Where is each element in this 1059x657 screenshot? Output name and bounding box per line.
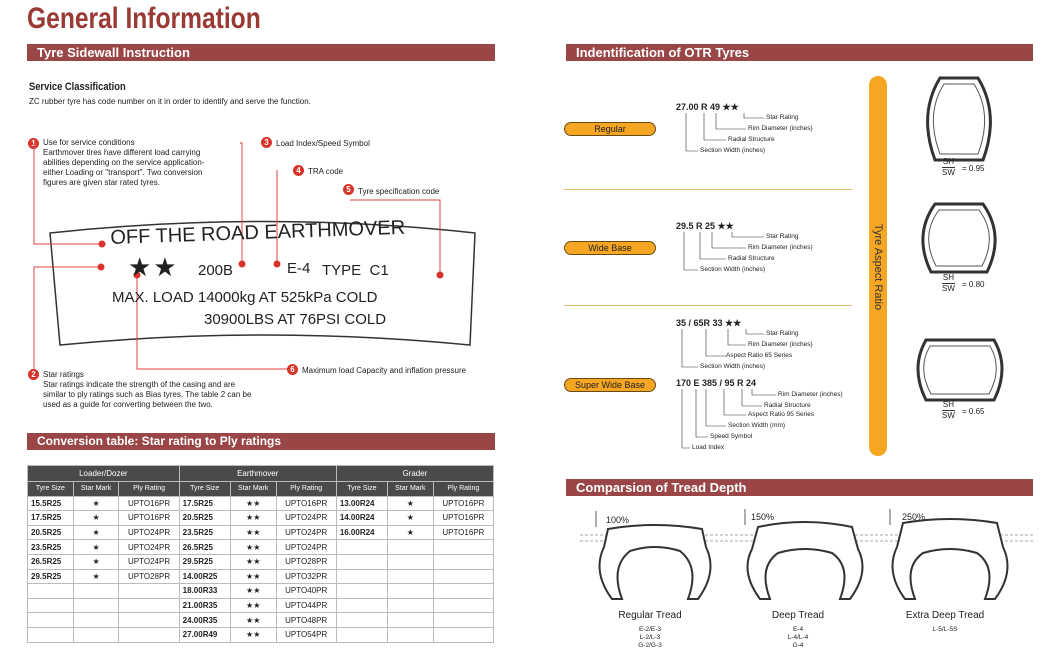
table-cell: 24.00R35 — [179, 613, 230, 628]
table-cell — [433, 554, 493, 569]
tread-label-deep: Deep Tread — [771, 610, 825, 621]
code3-desc-aspect: Aspect Ratio 65 Series — [726, 352, 793, 359]
conversion-table — [27, 465, 494, 643]
sidewall-type: TYPE C1 — [322, 262, 389, 279]
table-row — [28, 554, 494, 569]
table-cell — [433, 613, 493, 628]
table-cell: 23.5R25 — [179, 525, 230, 540]
table-cell: 26.5R25 — [179, 540, 230, 555]
section-bar-tread: Comparsion of Tread Depth — [566, 479, 1033, 496]
code4-desc-width: Section Width (mm) — [728, 422, 786, 429]
code-regular: 27.00 R 49 ★★ — [676, 102, 739, 112]
table-cell: UPTO24PR — [119, 540, 179, 555]
table-cell — [387, 540, 433, 555]
table-cell: ★★ — [230, 540, 276, 555]
section-bar-sidewall: Tyre Sidewall Instruction — [27, 44, 495, 61]
code1-desc-rim: Rim Diameter (inches) — [748, 125, 813, 132]
table-cell — [119, 598, 179, 613]
code3-desc-width: Section Width (inches) — [700, 363, 766, 370]
tyre-profile-065 — [912, 336, 1008, 406]
code4-desc-radial: Radial Structure — [764, 402, 811, 409]
column-header: Ply Rating — [433, 482, 493, 497]
item6-label: Maximum load Capacity and inflation pressure — [302, 366, 467, 375]
table-row — [28, 496, 494, 511]
tread-sub-extra: L-5/L-5S — [932, 626, 958, 633]
table-cell — [28, 613, 74, 628]
table-cell: 15.5R25 — [28, 496, 74, 511]
column-header: Star Mark — [387, 482, 433, 497]
table-row — [28, 569, 494, 584]
table-cell: 13.00R24 — [336, 496, 387, 511]
section-bar-conversion: Conversion table: Star rating to Ply ratings — [27, 433, 495, 450]
table-cell: ★★ — [230, 584, 276, 599]
table-cell — [387, 569, 433, 584]
ratio-value-1: = 0.95 — [962, 164, 985, 173]
table-cell: 20.5R25 — [28, 525, 74, 540]
regular-pill: Regular — [564, 122, 656, 136]
table-cell: UPTO16PR — [433, 525, 493, 540]
table-cell: UPTO24PR — [119, 554, 179, 569]
column-header: Tyre Size — [28, 482, 74, 497]
table-cell: ★★ — [230, 496, 276, 511]
table-cell: UPTO28PR — [276, 554, 336, 569]
tread-sub-deep: E-4 L-4/L-4 G-4 — [787, 626, 809, 649]
table-cell — [336, 613, 387, 628]
aspect-ratio-label: Tyre Aspect Ratio — [872, 223, 884, 311]
group-header: Loader/Dozer — [28, 466, 180, 482]
column-header: Tyre Size — [336, 482, 387, 497]
number-badge-2: 2 — [28, 369, 39, 380]
table-cell: 29.5R25 — [28, 569, 74, 584]
table-row — [28, 511, 494, 526]
table-cell: UPTO54PR — [276, 627, 336, 642]
tread-depth-diagram — [580, 507, 1040, 612]
table-cell: ★★ — [230, 554, 276, 569]
table-cell — [73, 584, 119, 599]
tread-pct-1: 100% — [606, 515, 630, 525]
code-superwide-1: 35 / 65R 33 ★★ — [676, 318, 742, 328]
table-cell: 16.00R24 — [336, 525, 387, 540]
code3-desc-star: Star Rating — [766, 330, 799, 337]
code3-desc-rim: Rim Diameter (inches) — [748, 341, 813, 348]
table-cell — [119, 627, 179, 642]
table-cell: UPTO40PR — [276, 584, 336, 599]
table-cell: UPTO24PR — [276, 540, 336, 555]
code2-desc-radial: Radial Structure — [728, 255, 775, 262]
column-header: Ply Rating — [276, 482, 336, 497]
table-cell: ★ — [387, 525, 433, 540]
table-cell: UPTO32PR — [276, 569, 336, 584]
code4-desc-speed: Speed Symbol — [710, 433, 753, 440]
sidewall-lbs: 30900LBS AT 76PSI COLD — [204, 311, 387, 328]
column-header: Ply Rating — [119, 482, 179, 497]
table-cell: 23.5R25 — [28, 540, 74, 555]
item3-label: Load Index/Speed Symbol — [276, 139, 370, 148]
table-cell: ★ — [387, 496, 433, 511]
service-text: ZC rubber tyre has code number on it in order to identify and serve the function. — [29, 97, 311, 106]
code4-desc-aspect: Aspect Ratio 95 Series — [748, 411, 815, 418]
table-cell: 14.00R25 — [179, 569, 230, 584]
table-row — [28, 584, 494, 599]
table-cell: UPTO24PR — [119, 525, 179, 540]
table-cell: UPTO24PR — [276, 511, 336, 526]
table-cell — [387, 584, 433, 599]
number-badge-5: 5 — [343, 184, 354, 195]
ratio-value-3: = 0.65 — [962, 407, 985, 416]
sidewall-diagram — [30, 140, 490, 370]
table-cell — [336, 584, 387, 599]
table-cell — [28, 598, 74, 613]
ratio-sh-sw-1: SH SW — [942, 157, 955, 177]
table-cell — [336, 554, 387, 569]
tread-sub-regular: E-2/E-3 L-2/L-3 G-2/G-3 — [638, 626, 662, 649]
super-wide-base-pill: Super Wide Base — [564, 378, 656, 392]
table-cell: 20.5R25 — [179, 511, 230, 526]
section-bar-identification: Indentification of OTR Tyres — [566, 44, 1033, 61]
tread-label-extra: Extra Deep Tread — [905, 610, 985, 621]
table-cell — [433, 598, 493, 613]
code2-desc-width: Section Width (inches) — [700, 266, 766, 273]
item2-text: Star ratings indicate the strength of the casing and are similar to ply ratings such as Bias tyres. The table 2 can be used as a guide for converting between the two. — [43, 380, 252, 409]
page-title: General Information — [27, 2, 261, 35]
table-cell: 14.00R24 — [336, 511, 387, 526]
code-wide: 29.5 R 25 ★★ — [676, 221, 734, 231]
table-cell — [433, 540, 493, 555]
table-cell — [433, 569, 493, 584]
table-cell: 27.00R49 — [179, 627, 230, 642]
table-cell — [119, 584, 179, 599]
table-cell — [73, 613, 119, 628]
table-row — [28, 540, 494, 555]
item5-label: Tyre specification code — [358, 187, 440, 196]
table-cell — [336, 569, 387, 584]
table-cell: UPTO16PR — [433, 511, 493, 526]
table-cell: UPTO48PR — [276, 613, 336, 628]
table-cell — [73, 627, 119, 642]
group-header: Grader — [336, 466, 493, 482]
item4-label: TRA code — [308, 167, 344, 176]
table-cell — [119, 613, 179, 628]
table-cell: ★★ — [230, 525, 276, 540]
ratio-sh-sw-3: SH SW — [942, 400, 955, 420]
table-cell: 17.5R25 — [28, 511, 74, 526]
table-cell — [387, 598, 433, 613]
table-cell — [433, 584, 493, 599]
service-heading: Service Classification — [29, 81, 126, 93]
group-header: Earthmover — [179, 466, 336, 482]
sidewall-line1: OFF THE ROAD EARTHMOVER — [110, 216, 406, 249]
number-badge-3: 3 — [261, 137, 272, 148]
wide-base-pill: Wide Base — [564, 241, 656, 255]
sidewall-load: MAX. LOAD 14000kg AT 525kPa COLD — [112, 289, 378, 306]
ratio-sh-sw-2: SH SW — [942, 273, 955, 293]
number-badge-1: 1 — [28, 138, 39, 149]
table-cell: ★★ — [230, 511, 276, 526]
table-cell: 29.5R25 — [179, 554, 230, 569]
table-cell — [336, 627, 387, 642]
table-cell: 18.00R33 — [179, 584, 230, 599]
code1-desc-radial: Radial Structure — [728, 136, 775, 143]
code-superwide-2: 170 E 385 / 95 R 24 — [676, 378, 757, 388]
table-cell — [28, 584, 74, 599]
table-cell: UPTO16PR — [276, 496, 336, 511]
code4-desc-rim: Rim Diameter (inches) — [778, 391, 843, 398]
table-cell: ★ — [73, 525, 119, 540]
code1-desc-star: Star Rating — [766, 114, 799, 121]
column-header: Tyre Size — [179, 482, 230, 497]
table-cell: ★★ — [230, 598, 276, 613]
code1-desc-width: Section Width (inches) — [700, 147, 766, 154]
table-cell: UPTO16PR — [433, 496, 493, 511]
table-row — [28, 525, 494, 540]
table-cell — [28, 627, 74, 642]
column-header: Star Mark — [230, 482, 276, 497]
sidewall-200b: 200B — [198, 262, 234, 279]
table-row — [28, 598, 494, 613]
sidewall-tra: E-4 — [287, 260, 311, 277]
table-cell — [336, 598, 387, 613]
table-cell: ★★ — [230, 613, 276, 628]
number-badge-4: 4 — [293, 165, 304, 176]
ratio-value-2: = 0.80 — [962, 280, 985, 289]
code2-desc-star: Star Rating — [766, 233, 799, 240]
table-cell: ★ — [73, 540, 119, 555]
item2-title: Star ratings — [43, 370, 84, 379]
sidewall-stars: ★★ — [128, 252, 179, 282]
table-cell — [387, 613, 433, 628]
table-cell — [433, 627, 493, 642]
table-cell: ★ — [73, 554, 119, 569]
table-cell: UPTO44PR — [276, 598, 336, 613]
tread-label-regular: Regular Tread — [618, 610, 682, 621]
table-cell: UPTO24PR — [276, 525, 336, 540]
table-cell — [336, 540, 387, 555]
tyre-profile-095 — [915, 74, 1005, 164]
code4-desc-load: Load Index — [692, 444, 725, 451]
table-cell: 26.5R25 — [28, 554, 74, 569]
table-cell — [73, 598, 119, 613]
table-cell: ★★ — [230, 569, 276, 584]
number-badge-6: 6 — [287, 364, 298, 375]
table-cell — [387, 554, 433, 569]
table-cell: ★ — [73, 511, 119, 526]
table-row — [28, 627, 494, 642]
column-header: Star Mark — [73, 482, 119, 497]
tread-pct-3: 250% — [902, 512, 926, 522]
table-cell: ★★ — [230, 627, 276, 642]
table-row — [28, 613, 494, 628]
item1-title: Use for service conditions — [43, 138, 135, 147]
table-cell: ★ — [387, 511, 433, 526]
table-cell: 17.5R25 — [179, 496, 230, 511]
table-cell: 21.00R35 — [179, 598, 230, 613]
table-cell: UPTO28PR — [119, 569, 179, 584]
table-cell: UPTO16PR — [119, 496, 179, 511]
item1-text: Earthmover tires have different load carrying abilities depending on the service application-either Loading or "transport". Two conversion figures are given star rated tyres. — [43, 148, 205, 187]
table-cell — [387, 627, 433, 642]
table-cell: UPTO16PR — [119, 511, 179, 526]
code2-desc-rim: Rim Diameter (inches) — [748, 244, 813, 251]
tyre-profile-080 — [915, 200, 1005, 280]
table-cell: ★ — [73, 496, 119, 511]
tread-pct-2: 150% — [751, 512, 775, 522]
table-cell: ★ — [73, 569, 119, 584]
